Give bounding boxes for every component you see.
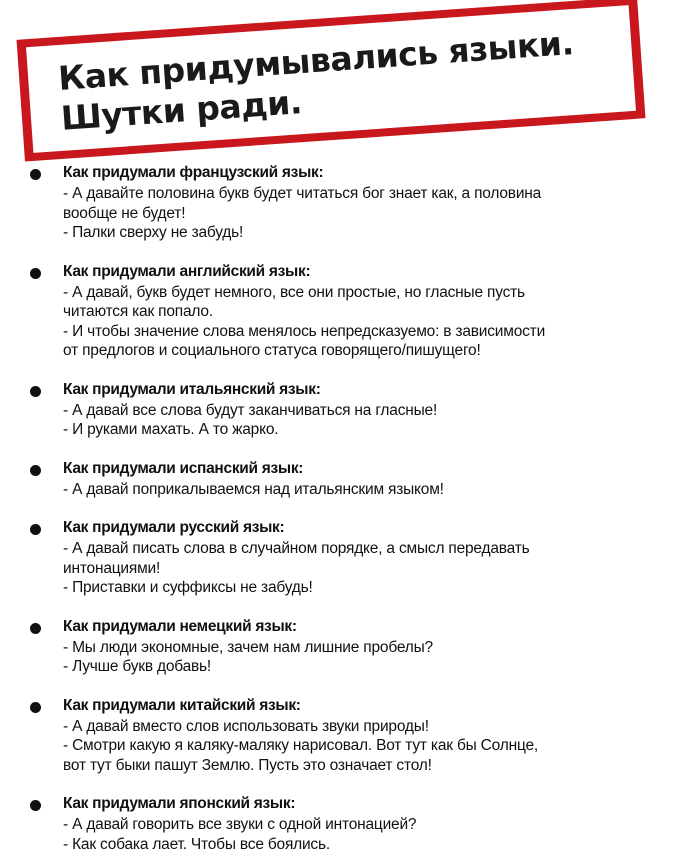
section-line: - Палки сверху не забудь!: [63, 223, 640, 243]
language-list: [30, 163, 640, 854]
section-line: вот тут быки пашут Землю. Пусть это означает стол!: [63, 756, 640, 776]
title-banner: [17, 0, 646, 162]
section-line: интонациями!: [63, 559, 640, 579]
bullet-icon: [30, 465, 41, 476]
section-heading: Как придумали английский язык:: [63, 262, 640, 282]
section-heading: Как придумали немецкий язык:: [63, 617, 640, 637]
title-banner-inner: [26, 5, 636, 153]
section-line: - А давай писать слова в случайном порядке, а смысл передавать: [63, 539, 640, 559]
section-german: [30, 617, 640, 677]
section-heading: Как придумали японский язык:: [63, 794, 640, 814]
title-line-2: Шутки ради.: [60, 59, 635, 139]
bullet-icon: [30, 268, 41, 279]
section-line: - А давай, букв будет немного, все они простые, но гласные пусть: [63, 283, 640, 303]
section-english: [30, 262, 640, 361]
section-line: вообще не будет!: [63, 204, 640, 224]
section-chinese: [30, 696, 640, 776]
section-italian: [30, 380, 640, 440]
section-heading: Как придумали итальянский язык:: [63, 380, 640, 400]
section-line: - А давай поприкалываемся над итальянским языком!: [63, 480, 640, 500]
section-line: - Лучше букв добавь!: [63, 657, 640, 677]
section-line: - И руками махать. А то жарко.: [63, 420, 640, 440]
bullet-icon: [30, 386, 41, 397]
section-line: - Мы люди экономные, зачем нам лишние пробелы?: [63, 638, 640, 658]
section-line: от предлогов и социального статуса говорящего/пишущего!: [63, 341, 640, 361]
bullet-icon: [30, 169, 41, 180]
section-line: - А давай говорить все звуки с одной интонацией?: [63, 815, 640, 835]
bullet-icon: [30, 623, 41, 634]
section-heading: Как придумали испанский язык:: [63, 459, 640, 479]
section-line: - А давайте половина букв будет читаться бог знает как, а половина: [63, 184, 640, 204]
section-line: - А давай вместо слов использовать звуки природы!: [63, 717, 640, 737]
section-french: [30, 163, 640, 243]
section-line: - Как собака лает. Чтобы все боялись.: [63, 835, 640, 854]
bullet-icon: [30, 800, 41, 811]
section-spanish: [30, 459, 640, 500]
section-heading: Как придумали французский язык:: [63, 163, 640, 183]
section-japanese: [30, 794, 640, 854]
section-line: читаются как попало.: [63, 302, 640, 322]
section-heading: Как придумали русский язык:: [63, 518, 640, 538]
section-line: - Приставки и суффиксы не забудь!: [63, 578, 640, 598]
section-line: - А давай все слова будут заканчиваться на гласные!: [63, 401, 640, 421]
section-russian: [30, 518, 640, 598]
bullet-icon: [30, 702, 41, 713]
section-heading: Как придумали китайский язык:: [63, 696, 640, 716]
title-line-1: Как придумывались языки.: [57, 19, 632, 99]
section-line: - И чтобы значение слова менялось непредсказуемо: в зависимости: [63, 322, 640, 342]
section-line: - Смотри какую я каляку-маляку нарисовал. Вот тут как бы Солнце,: [63, 736, 640, 756]
bullet-icon: [30, 524, 41, 535]
